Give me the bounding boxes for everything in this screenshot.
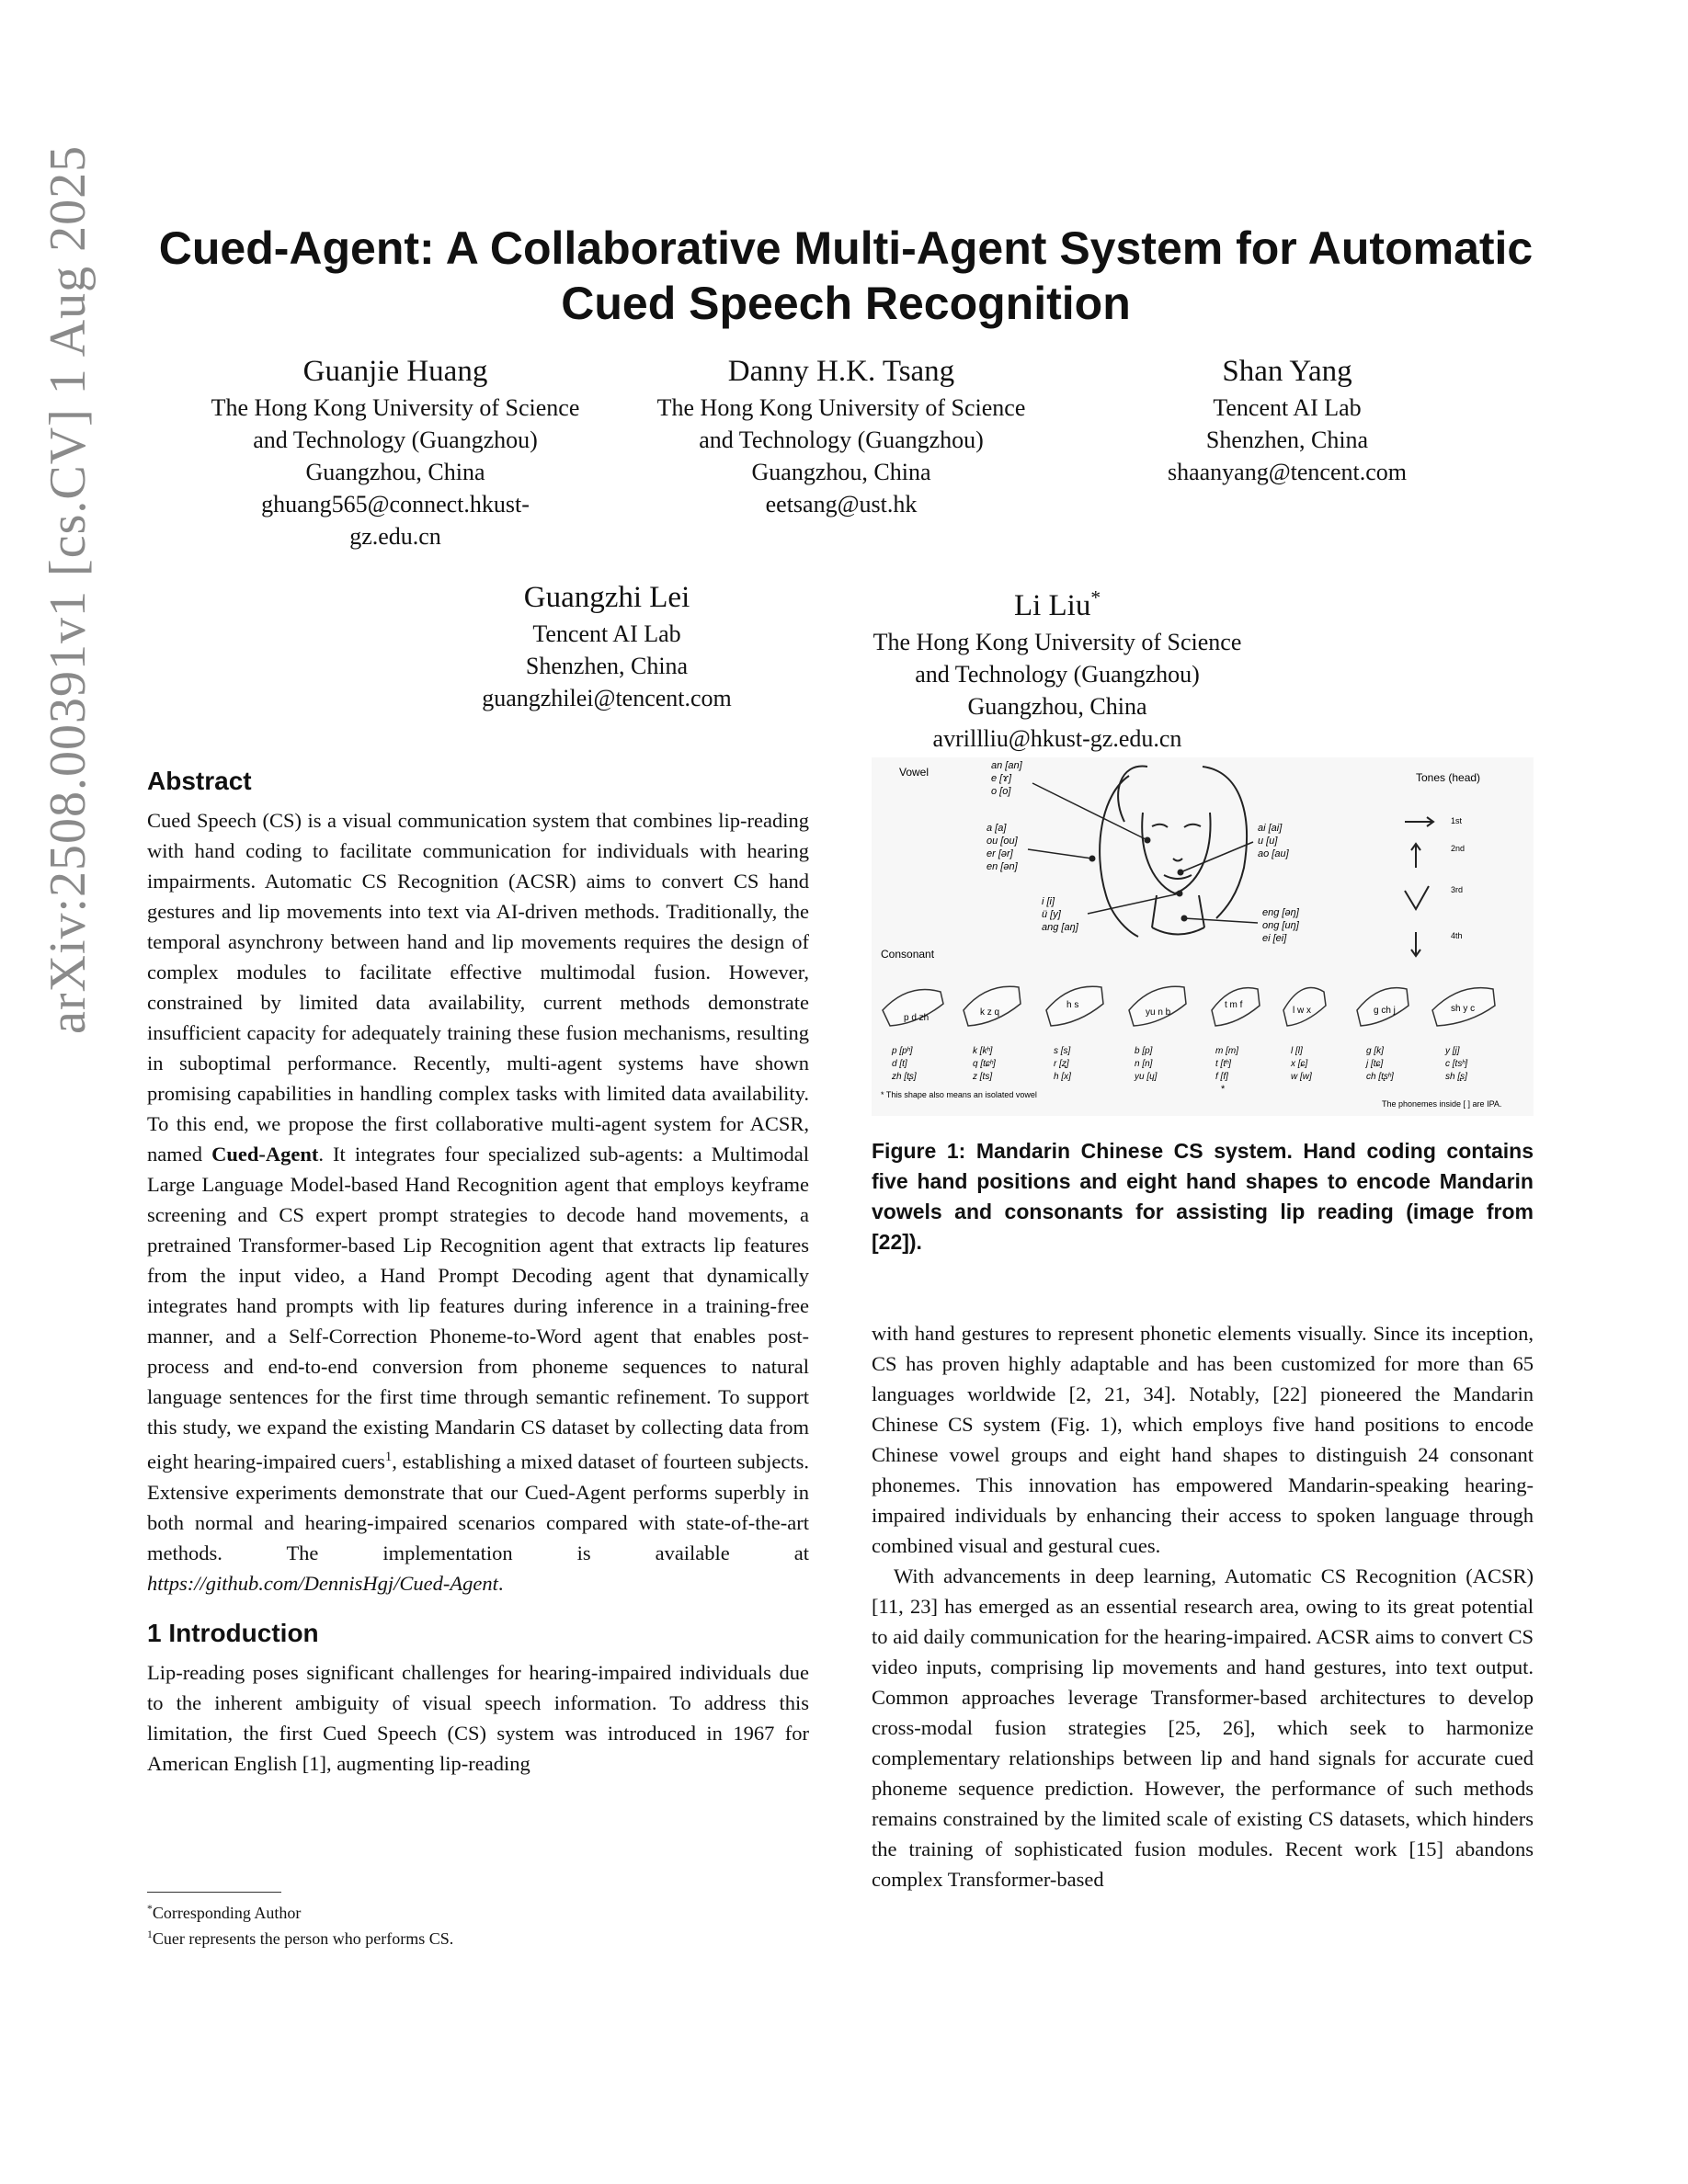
svg-text:h [x]: h [x] <box>1054 1072 1071 1082</box>
author-email: shaanyang@tencent.com <box>1167 459 1407 485</box>
left-column <box>147 765 809 1779</box>
svg-text:t m f: t m f <box>1225 1000 1243 1010</box>
svg-text:h s: h s <box>1066 1000 1079 1010</box>
figure-1-cs-diagram <box>872 757 1534 1116</box>
svg-text:n [n]: n [n] <box>1135 1059 1153 1069</box>
svg-text:sh y c: sh y c <box>1451 1004 1476 1014</box>
footnote-cuer: $^1$Cuer represents the person who performs CS. <box>147 1928 454 1948</box>
svg-text:p [pʰ]: p [pʰ] <box>892 1046 913 1056</box>
figure-background <box>872 757 1534 1116</box>
svg-text:l w x: l w x <box>1293 1006 1311 1016</box>
svg-text:r [ʐ]: r [ʐ] <box>1054 1059 1069 1069</box>
arxiv-stamp: arXiv:2508.00391v1 [cs.CV] 1 Aug 2025 <box>40 144 97 1034</box>
consonant-label: Consonant <box>881 948 935 961</box>
author-block <box>175 351 616 552</box>
svg-text:k [kʰ]: k [kʰ] <box>973 1046 993 1056</box>
author-affiliation: and Technology (Guangzhou) <box>915 661 1200 688</box>
svg-text:ao [au]: ao [au] <box>1258 848 1289 859</box>
svg-text:eng [əŋ]: eng [əŋ] <box>1262 907 1299 918</box>
author-location: Shenzhen, China <box>525 653 689 679</box>
right-column <box>872 1318 1534 1894</box>
footnotes <box>147 1892 809 1950</box>
svg-text:zh [tʂ]: zh [tʂ] <box>892 1072 917 1082</box>
author-email: ghuang565@connect.hkust- <box>261 491 530 518</box>
author-affiliation: Tencent AI Lab <box>532 620 681 647</box>
svg-text:y [j]: y [j] <box>1445 1046 1460 1056</box>
svg-text:en [ən]: en [ən] <box>987 861 1018 872</box>
svg-text:ch [tʂʰ]: ch [tʂʰ] <box>1366 1072 1394 1082</box>
abstract-heading: Abstract <box>147 767 252 795</box>
body-paragraph: with hand gestures to represent phonetic elements visually. Since its inception, CS has proven highly adaptable and has been customized for more than 65 languages worldwide [2, 21, 34]. Notably, [22] pioneered the Mandarin Chinese CS system (Fig. 1), which employs five hand positions to encode Chinese vowel groups and eight hand shapes to distinguish 24 consonant phonemes. This innovation has empowered Mandarin-speaking hearing-impaired individuals by enhancing their access to spoken language through combined visual and gestural cues. <box>872 1322 1534 1557</box>
svg-text:4th: 4th <box>1451 931 1463 940</box>
author-email: gz.edu.cn <box>349 523 441 550</box>
author-block <box>414 577 800 714</box>
author-affiliation: and Technology (Guangzhou) <box>699 427 984 453</box>
title-line-2: Cued Speech Recognition <box>561 278 1131 329</box>
svg-text:er [ər]: er [ər] <box>987 848 1013 859</box>
svg-text:t [tʰ]: t [tʰ] <box>1215 1059 1231 1069</box>
svg-text:d [t]: d [t] <box>892 1059 907 1069</box>
footnote-corresponding: *Corresponding Author <box>147 1903 302 1922</box>
author-name: Guanjie Huang <box>302 355 488 388</box>
author-name: Shan Yang <box>1222 355 1352 388</box>
svg-text:f [f]: f [f] <box>1215 1072 1228 1082</box>
author-name: Li Liu <box>1013 589 1091 622</box>
svg-text:ü [y]: ü [y] <box>1042 909 1061 920</box>
author-affiliation: Tencent AI Lab <box>1213 394 1362 421</box>
svg-text:e [ɤ]: e [ɤ] <box>991 773 1012 784</box>
svg-text:3rd: 3rd <box>1451 885 1464 894</box>
vowel-label: Vowel <box>899 766 930 779</box>
author-block <box>1066 351 1508 488</box>
author-email: eetsang@ust.hk <box>765 491 918 518</box>
svg-text:a [a]: a [a] <box>987 823 1007 834</box>
svg-text:ang [aŋ]: ang [aŋ] <box>1042 922 1078 933</box>
svg-text:z [ts]: z [ts] <box>973 1072 993 1082</box>
author-affiliation: and Technology (Guangzhou) <box>253 427 538 453</box>
author-name: Guangzhi Lei <box>523 581 690 614</box>
system-name: Cued-Agent <box>211 1143 319 1166</box>
figure-caption: Figure 1: Mandarin Chinese CS system. Hand coding contains five hand positions and eight hand shapes to encode Mandarin vowels and consonants for assisting lip reading (image from [22]). <box>872 1139 1534 1254</box>
svg-text:sh [ʂ]: sh [ʂ] <box>1445 1072 1467 1082</box>
svg-text:c [tsʰ]: c [tsʰ] <box>1445 1059 1468 1069</box>
author-affiliation: The Hong Kong University of Science <box>211 394 580 421</box>
abstract-text: Cued Speech (CS) is a visual communication system that combines lip-reading with hand coding to facilitate communication for individuals with hearing impairments. Automatic CS Recognition (ACSR) aims to convert CS hand gestures and lip movements into text via AI-driven methods. Traditionally, the temporal asynchrony between hand and lip movements requires the design of complex modules to facilitate effective multimodal fusion. However, constrained by limited data availability, current methods demonstrate insufficient capacity for adequately training these fusion mechanisms, resulting in suboptimal performance. Recently, multi-agent systems have shown promising capabilities in handling complex tasks with limited data availability. To this end, we propose the first collaborative multi-agent system for ACSR, named Cued-Agent. It integrates four specialized sub-agents: a Multimodal Large Language Model-based Hand Recognition agent that employs keyframe screening and CS expert prompt strategies to decode hand movements, a pretrained Transformer-based Lip Recognition agent that extracts lip features from the input video, a Hand Prompt Decoding agent that dynamically integrates hand prompts with lip features during inference in a training-free manner, and a Self-Correction Phoneme-to-Word agent that enables post-process and end-to-end conversion from phoneme sequences to natural language sentences for the first time through semantic refinement. To support this study, we expand the existing Mandarin CS dataset by collecting data from eight hearing-impaired cuers$^1$, establishing a mixed dataset of fourteen subjects. Extensive experiments demonstrate that our Cued-Agent performs superbly in both normal and hearing-impaired scenarios compared with state-of-the-art methods. The implementation is available at https://github.com/DennisHgj/Cued-Agent. <box>147 809 810 1595</box>
svg-text:m [m]: m [m] <box>1215 1046 1238 1056</box>
svg-text:k z q: k z q <box>980 1007 1000 1018</box>
paper-title <box>147 221 1545 331</box>
svg-text:an [an]: an [an] <box>991 760 1022 771</box>
corresponding-mark: * <box>1090 586 1101 609</box>
svg-text:ei [ei]: ei [ei] <box>1262 933 1287 944</box>
svg-text:x [ɕ]: x [ɕ] <box>1291 1059 1308 1069</box>
author-name: Danny H.K. Tsang <box>727 355 955 388</box>
code-link[interactable]: https://github.com/DennisHgj/Cued-Agent <box>147 1571 498 1595</box>
svg-text:w [w]: w [w] <box>1291 1072 1312 1082</box>
tones-label: Tones (head) <box>1416 771 1481 784</box>
svg-text:l [l]: l [l] <box>1291 1046 1303 1056</box>
svg-text:ou [ou]: ou [ou] <box>987 836 1018 847</box>
svg-text:ai [ai]: ai [ai] <box>1258 823 1283 834</box>
author-location: Guangzhou, China <box>305 459 485 485</box>
svg-text:o [o]: o [o] <box>991 786 1011 797</box>
intro-text: Lip-reading poses significant challenges for hearing-impaired individuals due to the inherent ambiguity of visual speech information. To address this limitation, the first Cued Speech (CS) system was introduced in 1967 for American English [1], augmenting lip-reading <box>147 1660 809 1775</box>
svg-text:i [i]: i [i] <box>1042 896 1055 907</box>
author-email: avrillliu@hkust-gz.edu.cn <box>932 725 1182 752</box>
author-affiliation: The Hong Kong University of Science <box>873 629 1242 655</box>
svg-text:q [tɕʰ]: q [tɕʰ] <box>973 1059 996 1069</box>
svg-text:ong [uŋ]: ong [uŋ] <box>1262 920 1299 931</box>
svg-text:1st: 1st <box>1451 816 1463 825</box>
figure-note-right: The phonemes inside [ ] are IPA. <box>1382 1099 1502 1109</box>
svg-text:b [p]: b [p] <box>1135 1046 1153 1056</box>
intro-heading: 1 Introduction <box>147 1618 319 1647</box>
svg-text:yu n b: yu n b <box>1146 1007 1171 1018</box>
author-email: guangzhilei@tencent.com <box>482 685 732 711</box>
svg-text:s [s]: s [s] <box>1054 1046 1071 1056</box>
author-block <box>621 351 1062 520</box>
isolated-vowel-star: * <box>1221 1084 1226 1095</box>
footnote-rule <box>147 1892 281 1893</box>
svg-text:yu [ɥ]: yu [ɥ] <box>1135 1072 1158 1082</box>
svg-text:u [u]: u [u] <box>1258 836 1278 847</box>
body-paragraph: With advancements in deep learning, Automatic CS Recognition (ACSR) [11, 23] has emerged as an essential research area, owing to its great potential to aid daily communication for the hearing-impaired. ACSR aims to convert CS video inputs, comprising lip movements and hand gestures, into text output. Common approaches leverage Transformer-based architectures to develop cross-modal fusion strategies [25, 26], which seek to harmonize complementary relationships between lip and hand signals for accurate cued phoneme sequence prediction. However, the performance of such methods remains constrained by the limited scale of existing CS datasets, which hinders the training of sophisticated fusion modules. Recent work [15] abandons complex Transformer-based <box>872 1564 1534 1891</box>
svg-text:j [tɕ]: j [tɕ] <box>1366 1059 1384 1069</box>
svg-text:p d zh: p d zh <box>904 1013 930 1023</box>
svg-text:g ch j: g ch j <box>1374 1006 1396 1016</box>
author-block <box>837 577 1278 755</box>
figure-note-left: * This shape also means an isolated vowel <box>881 1090 1037 1099</box>
svg-text:g [k]: g [k] <box>1366 1046 1384 1056</box>
author-location: Shenzhen, China <box>1205 427 1369 453</box>
author-location: Guangzhou, China <box>967 693 1147 720</box>
author-location: Guangzhou, China <box>751 459 931 485</box>
author-affiliation: The Hong Kong University of Science <box>656 394 1026 421</box>
footnote-ref: 1 <box>384 1450 393 1464</box>
svg-text:2nd: 2nd <box>1451 844 1466 853</box>
title-line-1: Cued-Agent: A Collaborative Multi-Agent System for Automatic <box>158 222 1534 274</box>
